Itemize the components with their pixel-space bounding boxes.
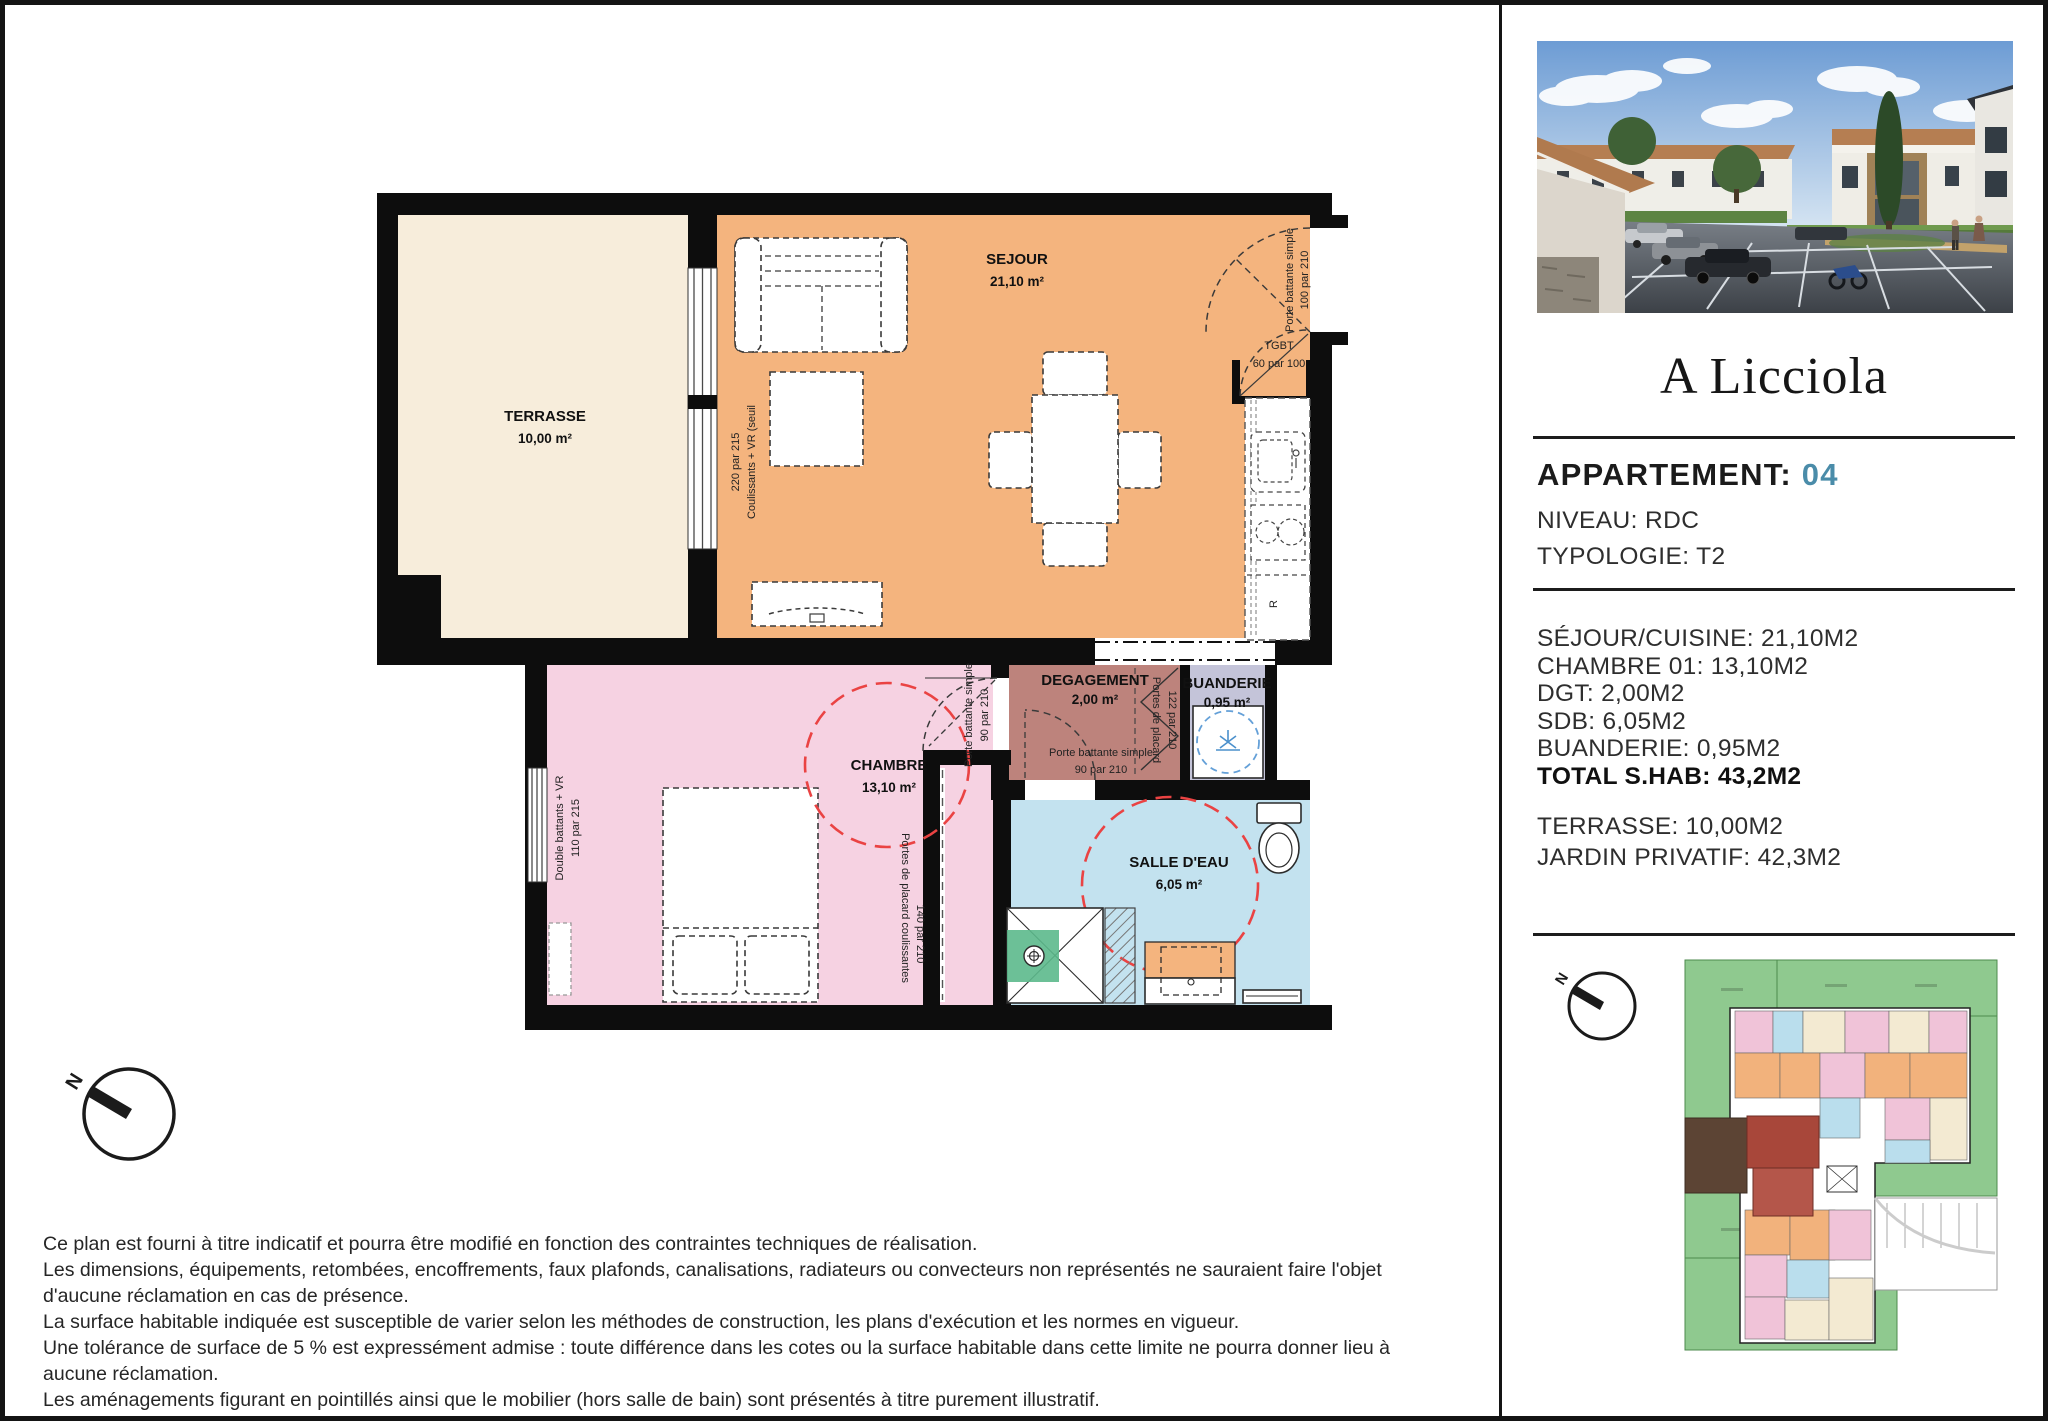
svg-text:140 par 210: 140 par 210 bbox=[914, 904, 926, 964]
floor-plan bbox=[295, 190, 1355, 1045]
compass-needle bbox=[87, 1086, 132, 1119]
rule-top bbox=[1533, 436, 2015, 439]
svg-text:90 par 210: 90 par 210 bbox=[979, 688, 991, 742]
svg-text:Double battants + VR: Double battants + VR bbox=[554, 775, 566, 881]
rule-middle bbox=[1533, 588, 2015, 591]
svg-text:0,95 m²: 0,95 m² bbox=[1203, 695, 1251, 710]
disclaimer-line: d'aucune réclamation en cas de présence. bbox=[43, 1285, 409, 1307]
site-apartment-04 bbox=[1747, 1116, 1819, 1168]
kitchen-counter bbox=[1245, 398, 1310, 640]
svg-text:13,10 m²: 13,10 m² bbox=[861, 780, 917, 795]
svg-text:21,10 m²: 21,10 m² bbox=[989, 274, 1045, 289]
apartment-level: NIVEAU: RDC bbox=[1537, 507, 1700, 534]
render-photo bbox=[1537, 41, 2013, 313]
apartment-title bbox=[1537, 457, 1839, 493]
disclaimer-line: Une tolérance de surface de 5 % est expressément admise : toute différence dans les cotes ou la surface habitable dans cette limite ne pourra donner lieu à bbox=[43, 1337, 1391, 1359]
site-apartment-04-garden bbox=[1685, 1118, 1747, 1193]
shower-screen bbox=[1105, 908, 1135, 1003]
rule-bottom bbox=[1533, 933, 2015, 936]
svg-text:TERRASSE: TERRASSE bbox=[504, 408, 586, 425]
panel-divider bbox=[1499, 5, 1502, 1421]
svg-text:Porte battante simple: Porte battante simple bbox=[1284, 228, 1296, 332]
apartment-label: APPARTEMENT: bbox=[1537, 457, 1792, 492]
svg-text:Porte battante simple: Porte battante simple bbox=[1049, 747, 1153, 759]
toilet bbox=[1257, 803, 1301, 873]
shower bbox=[1007, 908, 1103, 1003]
window-chambre bbox=[528, 768, 547, 882]
svg-text:122 par 210: 122 par 210 bbox=[1166, 690, 1178, 750]
exterior-list bbox=[1537, 811, 1841, 873]
site-compass bbox=[1552, 970, 1635, 1039]
disclaimer-line: Les dimensions, équipements, retombées, encoffrements, faux plafonds, canalisations, radiateurs ou convecteurs non représentés ne sauraient faire l'objet bbox=[43, 1259, 1382, 1281]
surface-item: CHAMBRE 01: 13,10M2 bbox=[1537, 652, 1809, 680]
svg-text:N: N bbox=[1551, 969, 1573, 989]
surface-item: DGT: 2,00M2 bbox=[1537, 680, 1685, 708]
residence-logo: A Licciola bbox=[1659, 348, 1889, 405]
svg-text:BUANDERIE: BUANDERIE bbox=[1182, 675, 1272, 692]
tv-cabinet bbox=[752, 582, 882, 626]
room-terrasse bbox=[398, 215, 688, 638]
compass-n-label: N bbox=[62, 1069, 88, 1094]
disclaimer-text bbox=[43, 1231, 1390, 1413]
svg-text:Portes de placard: Portes de placard bbox=[1150, 676, 1162, 764]
apartment-type: TYPOLOGIE: T2 bbox=[1537, 543, 1726, 570]
surface-item: BUANDERIE: 0,95M2 bbox=[1537, 735, 1781, 763]
vanity bbox=[1145, 942, 1235, 1004]
washing-machine bbox=[1193, 706, 1263, 778]
surface-list bbox=[1537, 625, 1858, 791]
disclaimer-line: Les aménagements figurant en pointillés ainsi que le mobilier (hors salle de bain) sont présentés à titre purement illustratif. bbox=[43, 1389, 1100, 1411]
north-compass bbox=[62, 1047, 202, 1187]
svg-text:6,05 m²: 6,05 m² bbox=[1155, 877, 1203, 892]
disclaimer-line: Ce plan est fourni à titre indicatif et pourra être modifié en fonction des contraintes techniques de réalisation. bbox=[43, 1233, 978, 1255]
radiator bbox=[549, 923, 571, 995]
svg-text:220 par 215: 220 par 215 bbox=[730, 432, 742, 492]
svg-text:2,00 m²: 2,00 m² bbox=[1071, 692, 1119, 707]
svg-text:10,00 m²: 10,00 m² bbox=[517, 431, 573, 446]
svg-text:DEGAGEMENT: DEGAGEMENT bbox=[1041, 672, 1149, 689]
surface-total: TOTAL S.HAB: 43,2M2 bbox=[1537, 762, 1802, 790]
coffee-table bbox=[770, 372, 863, 466]
apartment-number: 04 bbox=[1801, 457, 1839, 492]
site-plan bbox=[1525, 948, 2048, 1418]
bed bbox=[663, 788, 818, 1002]
surface-item: SDB: 6,05M2 bbox=[1537, 707, 1687, 735]
disclaimer-line: La surface habitable indiquée est susceptible de varier selon les méthodes de construction, les plans d'exécution et les normes en vigueur. bbox=[43, 1311, 1240, 1333]
svg-text:90 par 210: 90 par 210 bbox=[1074, 764, 1128, 776]
svg-text:60 par 100: 60 par 100 bbox=[1252, 358, 1306, 370]
svg-text:100 par 210: 100 par 210 bbox=[1299, 250, 1311, 310]
disclaimer-line: aucune réclamation. bbox=[43, 1363, 219, 1385]
fridge-label: R bbox=[1268, 600, 1280, 608]
towel-rail bbox=[1243, 990, 1301, 1003]
svg-text:CHAMBRE: CHAMBRE bbox=[850, 757, 928, 774]
exterior-item: JARDIN PRIVATIF: 42,3M2 bbox=[1537, 844, 1842, 871]
placard-chambre bbox=[940, 768, 945, 1002]
svg-text:Coulissants + VR (seuil: Coulissants + VR (seuil bbox=[746, 404, 758, 520]
svg-text:110 par 215: 110 par 215 bbox=[570, 799, 582, 857]
svg-text:SALLE D'EAU: SALLE D'EAU bbox=[1129, 854, 1229, 871]
svg-text:Portes de placard coulissantes: Portes de placard coulissantes bbox=[899, 833, 911, 983]
exterior-item: TERRASSE: 10,00M2 bbox=[1537, 813, 1784, 840]
svg-text:Porte battante simple: Porte battante simple bbox=[963, 663, 975, 767]
apartment-header bbox=[1537, 457, 1839, 575]
window-terrasse-sejour bbox=[688, 268, 717, 549]
sofa bbox=[735, 238, 907, 352]
surface-item: SÉJOUR/CUISINE: 21,10M2 bbox=[1537, 625, 1859, 652]
svg-text:SEJOUR: SEJOUR bbox=[986, 251, 1048, 268]
svg-text:TGBT: TGBT bbox=[1264, 340, 1294, 352]
